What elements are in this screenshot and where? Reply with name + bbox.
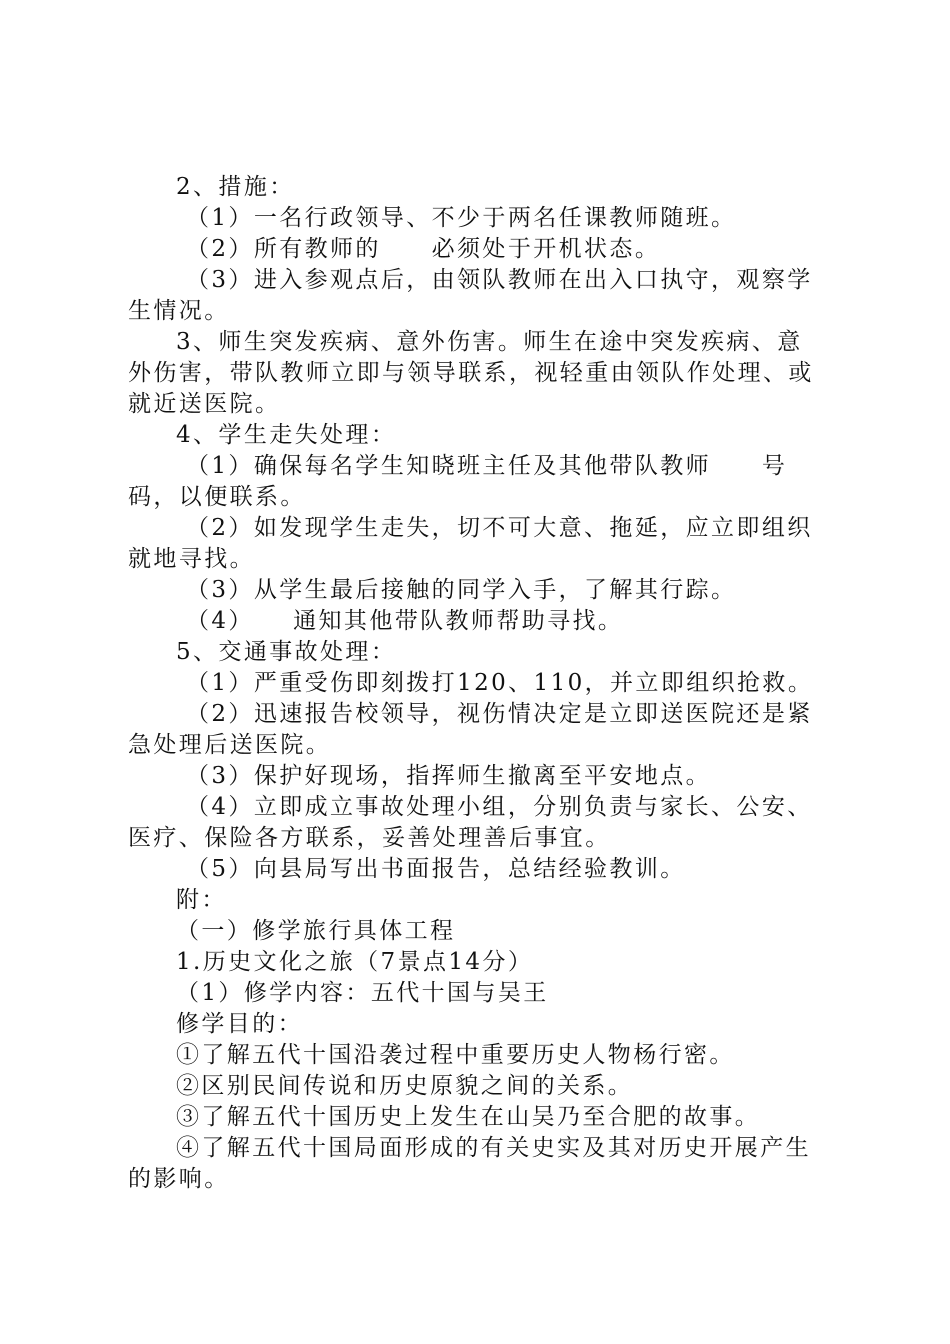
paragraph: （1）严重受伤即刻拨打120、110，并立即组织抢救。 (186, 670, 814, 696)
section-heading-illness: 3、师生突发疾病、意外伤害。师生在途中突发疾病、意外伤害，带队教师立即与领导联系，视轻重由领队作处理、或就近送医院。 (128, 329, 814, 417)
paragraph: 修学目的： (176, 1011, 303, 1037)
paragraph: （5）向县局写出书面报告，总结经验教训。 (186, 856, 686, 882)
section-heading-missing-student: 4、学生走失处理： (176, 422, 397, 448)
paragraph: （4） 通知其他带队教师帮助寻找。 (186, 608, 624, 634)
paragraph: （3）从学生最后接触的同学入手，了解其行踪。 (186, 577, 737, 603)
section-heading-measures: 2、措施： (176, 174, 295, 200)
paragraph: （3）进入参观点后，由领队教师在出入口执守，观察学生情况。 (128, 267, 813, 324)
paragraph: （1）一名行政领导、不少于两名任课教师随班。 (186, 205, 737, 231)
paragraph: （2）所有教师的 必须处于开机状态。 (186, 236, 661, 262)
paragraph: （4）立即成立事故处理小组，分别负责与家长、公安、医疗、保险各方联系，妥善处理善后事宜。 (128, 794, 813, 851)
paragraph: （2）迅速报告校领导，视伤情决定是立即送医院还是紧急处理后送医院。 (128, 701, 813, 758)
list-item: ②区别民间传说和历史原貌之间的关系。 (176, 1073, 634, 1099)
list-item: ④了解五代十国局面形成的有关史实及其对历史开展产生的影响。 (128, 1135, 811, 1192)
list-item: ①了解五代十国沿袭过程中重要历史人物杨行密。 (176, 1042, 735, 1068)
appendix-label: 附： (176, 887, 227, 913)
paragraph: （2）如发现学生走失，切不可大意、拖延，应立即组织就地寻找。 (128, 515, 813, 572)
list-item: ③了解五代十国历史上发生在山吴乃至合肥的故事。 (176, 1104, 761, 1130)
appendix-heading: （一）修学旅行具体工程 (176, 918, 456, 944)
document-body (128, 172, 828, 1195)
paragraph: （1）确保每名学生知晓班主任及其他带队教师 号码，以便联系。 (128, 453, 788, 510)
tour-heading: 1.历史文化之旅（7景点14分） (176, 949, 534, 975)
paragraph: （1）修学内容：五代十国与吴王 (176, 980, 549, 1006)
section-heading-traffic-accident: 5、交通事故处理： (176, 639, 397, 665)
paragraph: （3）保护好现场，指挥师生撤离至平安地点。 (186, 763, 712, 789)
